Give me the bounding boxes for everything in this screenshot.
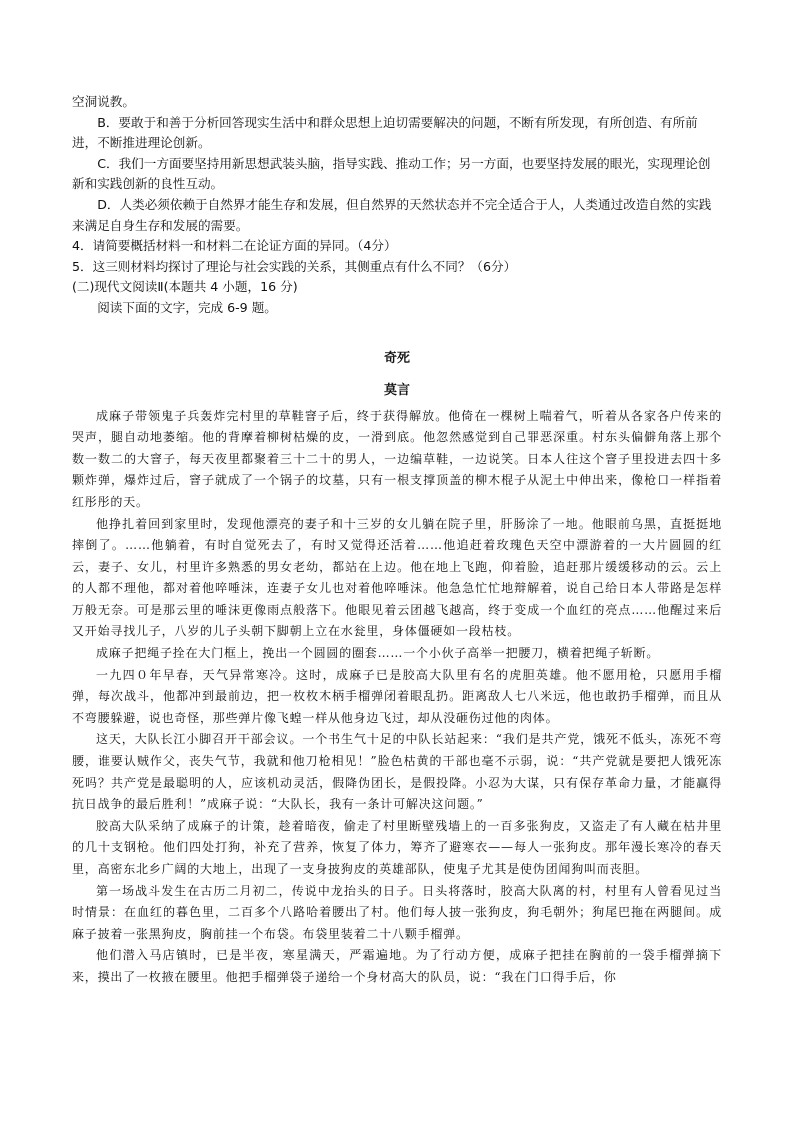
option-c: C．我们一方面要坚持用新思想武装头脑，指导实践、推动工作；另一方面，也要坚持发展的眼光，实现理论创新和实践创新的良性互动。: [72, 155, 711, 192]
story-paragraph: 成麻子带领鬼子兵轰炸完村里的草鞋窨子后，终于获得解放。他倚在一棵树上喘着气，听着从各家各户传来的哭声，腿自动地萎缩。他的背摩着柳树枯燥的皮，一滑到底。他忽然感觉到自己罪恶深重。村东头偏僻角落上那个数一数二的大窨子，每天夜里都聚着三十二十的男人，一边编草鞋，一边说笑。日本人往这个窨子里投进去四十多颗炸弹，爆炸过后，窨子就成了一个锅子的坟墓，只有一根支撑顶盖的柳木棍子从泥土中伸出来，像枪口一样指着红彤彤的天。: [72, 408, 722, 509]
story-paragraph: 他们潜入马店镇时，已是半夜，寒星满天，严霜遍地。为了行动方便，成麻子把挂在胸前的一袋手榴弹摘下来，摸出了一枚掖在腰里。他把手榴弹袋子递给一个身材高大的队员，说：“我在门口得手后，你: [72, 948, 722, 984]
option-b: B．要敢于和善于分析回答现实生活中和群众思想上迫切需要解决的问题，不断有所发现，有所创造、有所前进，不断推进理论创新。: [72, 114, 698, 151]
reading-instruction: 阅读下面的文字，完成 6-9 题。: [97, 299, 277, 315]
story-paragraph: 第一场战斗发生在古历二月初二，传说中龙抬头的日子。日头将落时，胶高大队离的村，村里有人曾看见过当时情景：在血红的暮色里，二百多个八路哈着腰出了村。他们每人披一张狗皮，狗毛朝外；狗尾巴拖在两腿间。成麻子披着一张黑狗皮，胸前挂一个布袋。布袋里装着二十八颗手榴弹。: [72, 883, 722, 941]
story-paragraph: 成麻子把绳子拴在大门框上，挽出一个圆圆的圈套……一个小伙子高举一把腰刀，横着把绳子斩断。: [96, 646, 660, 661]
section-heading: (二)现代文阅读Ⅱ(本题共 4 小题，16 分): [72, 279, 298, 295]
story-paragraph: 一九四０年早春，天气异常寒冷。这时，成麻子已是胶高大队里有名的虎胆英雄。他不愿用枪，只愿用手榴弹，每次战斗，他都冲到最前边，把一枚枚木柄手榴弹闭着眼乱扔。距离敌人七八米远，他也敢扔手榴弹，而且从不弯腰躲避，说也奇怪，那些弹片像飞蝗一样从他身边飞过，却从没砸伤过他的肉体。: [72, 667, 722, 725]
option-d: D．人类必须依赖于自然界才能生存和发展，但自然界的天然状态并不完全适合于人，人类通过改造自然的实践来满足自身生存和发展的需要。: [72, 196, 712, 233]
question-4: 4．请简要概括材料一和材料二在论证方面的异同。（4分）: [72, 238, 397, 254]
question-section: [72, 92, 722, 319]
article-body: [72, 406, 722, 989]
story-paragraph: 胶高大队采纳了成麻子的计策，趁着暗夜，偷走了村里断壁残墙上的一百多张狗皮，又盗走了有人藏在枯井里的几十支钢枪。他们四处打狗，补充了营养，恢复了体力，筹齐了避寒衣——每人一张狗皮。那年漫长寒冷的春天里，高密东北乡广阔的大地上，出现了一支身披狗皮的英雄部队，使鬼子尤其是使伪团闻狗叫而丧胆。: [72, 818, 722, 876]
story-paragraph: 这天，大队长江小脚召开干部会议。一个书生气十足的中队长站起来：“我们是共产党，饿死不低头，冻死不弯腰，谁要认贼作父，丧失气节，我就和他刀枪相见！”脸色枯黄的干部也毫不示弱，说：“共产党就是要把人饿死冻死吗？共产党是最聪明的人，应该机动灵活，假降伪团长，是假投降。小忍为大谋，只有保存革命力量，才能赢得抗日战争的最后胜利！”成麻子说：“大队长，我有一条计可解决这问题。”: [72, 732, 722, 812]
story-paragraph: 他挣扎着回到家里时，发现他漂亮的妻子和十三岁的女儿躺在院子里，肝肠涂了一地。他眼前乌黑，直挺挺地摔倒了。……他躺着，有时自觉死去了，有时又觉得还活着……他追赶着玫瑰色天空中漂游着的一大片圆圆的红云，妻子、女儿，村里许多熟悉的男女老幼，都站在上边。他在地上飞跑，仰着脸，追赶那片缓缓移动的云。云上的人都不理他，都对着他啐唾沫，连妻子女儿也对着他啐唾沫。他急急忙忙地辩解着，说自己给日本人带路是怎样万般无奈。可是那云里的唾沫更像雨点般落下。他眼见着云团越飞越高，终于变成一个血红的亮点……他醒过来后又开始寻找儿子，八岁的儿子头朝下脚朝上立在水瓮里，身体僵硬如一段枯枝。: [72, 516, 722, 639]
option-a-continuation: 空洞说教。: [72, 94, 135, 109]
article-author: 莫言: [383, 382, 410, 398]
question-5: 5．这三则材料均探讨了理论与社会实践的关系，其侧重点有什么不同？（6分）: [72, 258, 517, 274]
article-title: 奇死: [383, 350, 410, 366]
